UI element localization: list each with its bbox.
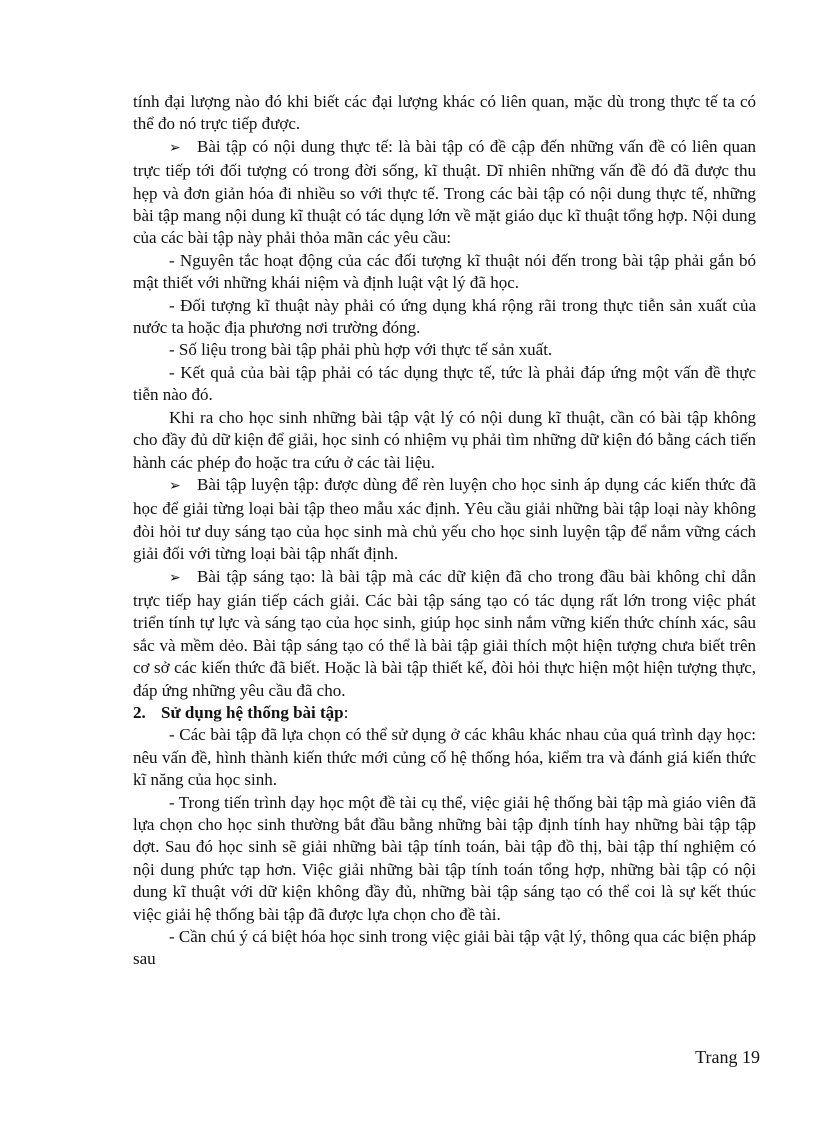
document-body [133, 91, 756, 971]
section-title: Sử dụng hệ thống bài tập [161, 702, 344, 722]
arrowhead-bullet-icon: ➢ [169, 140, 181, 156]
arrowhead-bullet-icon: ➢ [169, 478, 181, 494]
page-number: Trang 19 [695, 1047, 760, 1067]
section-number: 2. [133, 702, 146, 722]
paragraph: tính đại lượng nào đó khi biết các đại lượng khác có liên quan, mặc dù trong thực tế ta có thể đo nó trực tiếp được. [133, 92, 756, 134]
paragraph-text: Bài tập có nội dung thực tế: là bài tập có đề cập đến những vấn đề có liên quan trực tiếp tới đối tượng có trong đời sống, kĩ thuật. Dĩ nhiên những vấn đề đó đã được thu hẹp và đơn giản hóa đi nhiều so với thực tế. Trong các bài tập có nội dung thực tế, những bài tập mang nội dung kĩ thuật có tác dụng lớn về mặt giáo dục kĩ thuật tổng hợp. Nội dung của các bài tập này phải thỏa mãn các yêu cầu: [133, 136, 756, 248]
paragraph: Khi ra cho học sinh những bài tập vật lý có nội dung kĩ thuật, cần có bài tập không cho đầy đủ dữ kiện để giải, học sinh có nhiệm vụ phải tìm những dữ kiện đó bằng cách tiến hành các phép đo hoặc tra cứu ở các tài liệu. [133, 407, 756, 472]
arrowhead-bullet-icon: ➢ [169, 570, 181, 586]
bullet-paragraph [133, 474, 756, 566]
bullet-paragraph [133, 566, 756, 702]
section-heading [133, 702, 756, 724]
paragraph: - Đối tượng kĩ thuật này phải có ứng dụng khá rộng rãi trong thực tiễn sản xuất của nước ta hoặc địa phương nơi trường đóng. [133, 295, 756, 338]
paragraph: - Cần chú ý cá biệt hóa học sinh trong việc giải bài tập vật lý, thông qua các biện pháp sau [133, 927, 756, 969]
bullet-paragraph [133, 136, 756, 250]
paragraph: - Kết quả của bài tập phải có tác dụng thực tế, tức là phải đáp ứng một vấn đề thực tiễn nào đó. [133, 362, 756, 405]
paragraph-text: Bài tập luyện tập: được dùng để rèn luyện cho học sinh áp dụng các kiến thức đã học để giải từng loại bài tập theo mẫu xác định. Yêu cầu giải những bài tập loại này không đòi hỏi tư duy sáng tạo của học sinh mà chủ yếu cho học sinh luyện tập để nắm vững cách giải đối với từng loại bài tập nhất định. [133, 474, 756, 564]
paragraph: - Số liệu trong bài tập phải phù hợp với thực tế sản xuất. [169, 340, 553, 360]
paragraph-text: Bài tập sáng tạo: là bài tập mà các dữ kiện đã cho trong đầu bài không chỉ dẫn trực tiếp hay gián tiếp cách giải. Các bài tập sáng tạo có tác dụng rất lớn trong việc phát triển tính tự lực và sáng tạo của học sinh, giúp học sinh nắm vững kiến thức chính xác, sâu sắc và mềm dẻo. Bài tập sáng tạo có thể là bài tập giải thích một hiện tượng chưa biết trên cơ sở các kiến thức đã biết. Hoặc là bài tập thiết kế, đòi hỏi thực hiện một hiện tượng thực, đáp ứng những yêu cầu đã cho. [133, 566, 756, 700]
paragraph: - Các bài tập đã lựa chọn có thể sử dụng ở các khâu khác nhau của quá trình dạy học: nêu vấn đề, hình thành kiến thức mới củng cố hệ thống hóa, kiểm tra và đánh giá kiến thức kĩ năng của học sinh. [133, 725, 756, 790]
section-colon: : [343, 702, 349, 722]
paragraph: - Nguyên tắc hoạt động của các đối tượng kĩ thuật nói đến trong bài tập phải gắn bó mật thiết với những khái niệm và định luật vật lý đã học. [133, 250, 756, 293]
paragraph: - Trong tiến trình dạy học một đề tài cụ thể, việc giải hệ thống bài tập mà giáo viên đã lựa chọn cho học sinh thường bắt đầu bằng những bài tập định tính hay những bài tập tập dợt. Sau đó học sinh sẽ giải những bài tập tính toán, bài tập đồ thị, bài tập thí nghiệm có nội dung phức tạp hơn. Việc giải những bài tập tính toán tổng hợp, những bài tập có nội dung kĩ thuật với dữ kiện không đầy đủ, những bài tập sáng tạo có thể coi là sự kết thúc việc giải hệ thống bài tập đã được lựa chọn cho đề tài. [133, 792, 756, 924]
